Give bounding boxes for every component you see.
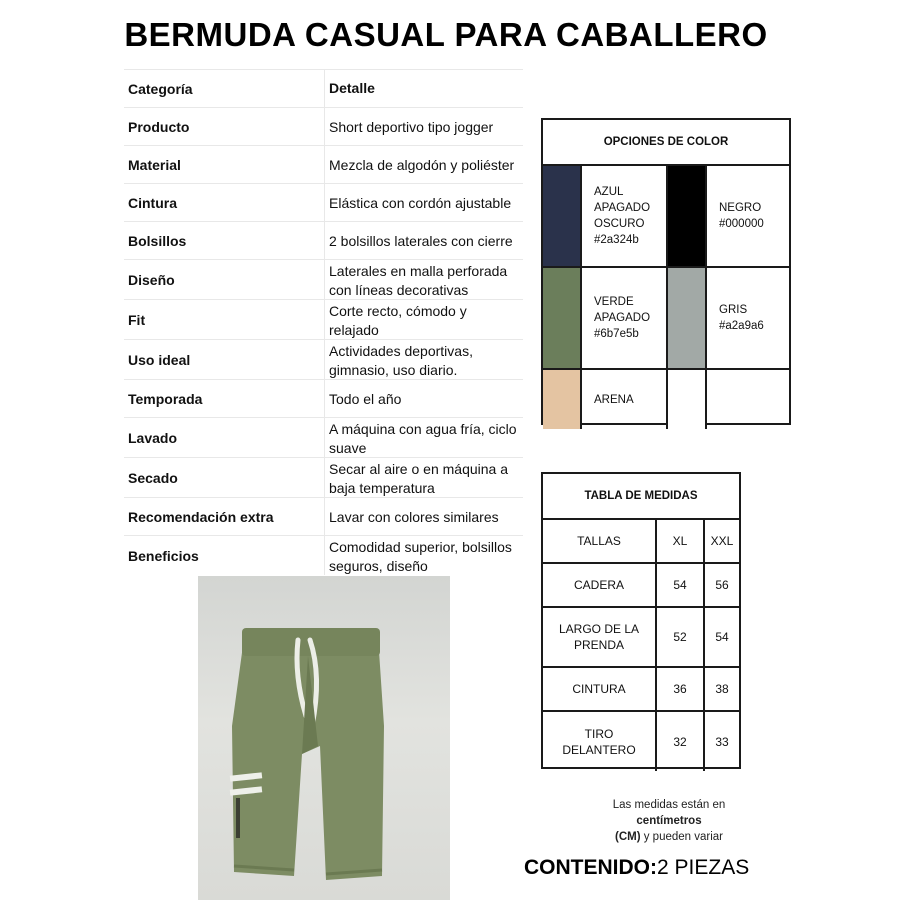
note-bold2: (CM) [614,831,641,843]
size-cell-xl: 36 [657,668,705,710]
details-row [124,418,523,458]
details-value-cell [325,340,524,380]
details-row [124,380,523,418]
package-contents [524,856,749,880]
color-options-header: OPCIONES DE COLOR [543,120,789,166]
color-row [543,268,789,370]
color-label [707,166,789,266]
measurement-note [583,797,755,845]
details-value: Mezcla de algodón y poliéster [329,157,515,173]
details-value: Corte recto, cómodo y relajado [329,303,467,338]
details-value: Todo el año [329,391,402,407]
details-row [124,340,523,380]
size-cell-xl: 52 [657,608,705,666]
size-cell-label: CADERA [543,564,657,606]
color-row [543,166,789,268]
details-value-cell [325,146,524,184]
color-label-line: AZUL [594,186,624,198]
note-part2: y pueden variar [640,831,723,843]
color-label-line: ARENA [594,393,634,406]
color-label-line: VERDE [594,296,634,308]
details-value-cell [325,380,524,418]
details-key: Material [124,146,325,184]
shorts-illustration [198,576,450,900]
details-key: Fit [124,300,325,340]
details-value: Comodidad superior, bolsillos seguros, diseño [329,539,512,574]
product-photo [198,576,450,900]
color-label-line: #2a324b [594,234,639,246]
details-value: Elástica con cordón ajustable [329,195,512,211]
color-label [582,268,668,368]
contents-value: 2 PIEZAS [657,856,750,879]
color-label-line: #6b7e5b [594,328,639,340]
details-value-cell [325,222,524,260]
color-label [582,370,668,429]
details-value-cell [325,184,524,222]
color-swatch [668,166,707,266]
color-swatch [668,370,707,429]
details-row [124,300,523,340]
color-label-line: GRIS [719,304,748,316]
details-key: Beneficios [124,536,325,576]
details-key: Bolsillos [124,222,325,260]
details-value-cell [325,536,524,576]
details-value: A máquina con agua fría, ciclo suave [329,421,517,456]
color-label-line: #a2a9a6 [719,320,764,332]
size-cell-xxl: XXL [710,534,734,548]
details-key: Diseño [124,260,325,300]
details-value: Lavar con colores similares [329,509,499,525]
size-cell-xxl: 33 [715,734,729,749]
color-label-line: OSCURO [594,218,645,230]
page-title: BERMUDA CASUAL PARA CABALLERO [124,16,768,53]
size-cell-xl: XL [657,520,705,562]
color-swatch [543,370,582,429]
details-row [124,222,523,260]
color-label-line: NEGRO [719,202,762,214]
details-value: Short deportivo tipo jogger [329,119,494,135]
details-row [124,260,523,300]
size-row [543,668,739,712]
color-label-line: APAGADO [594,202,651,214]
details-row [124,184,523,222]
size-cell-xxl: 56 [715,578,729,592]
size-row [543,608,739,668]
color-label [582,166,668,266]
size-row [543,564,739,608]
note-bold1: centímetros [636,815,702,827]
size-cell-label: LARGO DE LA PRENDA [543,608,657,666]
size-table-header: TABLA DE MEDIDAS [543,474,739,520]
details-value-cell [325,108,524,146]
details-key: Producto [124,108,325,146]
details-value-cell [325,498,524,536]
details-value-cell [325,418,524,458]
product-details-table [124,69,523,575]
details-key: Recomendación extra [124,498,325,536]
color-label-line: APAGADO [594,312,651,324]
size-cell-label: CINTURA [543,668,657,710]
details-value-cell [325,300,524,340]
color-swatch [668,268,707,368]
details-key: Uso ideal [124,340,325,380]
details-row [124,108,523,146]
details-value: Secar al aire o en máquina a baja temperatura [329,461,508,496]
details-row [124,536,523,576]
size-cell-xxl: 38 [715,682,729,696]
color-swatch [543,268,582,368]
details-row [124,146,523,184]
color-row [543,370,789,429]
details-key: Temporada [124,380,325,418]
details-value-cell [325,458,524,498]
details-key: Secado [124,458,325,498]
details-value: Laterales en malla perforada con líneas decorativas [329,263,508,298]
size-row [543,712,739,771]
size-cell-xxl: 54 [715,630,729,644]
details-row [124,498,523,536]
size-table [541,472,741,769]
color-label [707,268,789,368]
pocket-zipper [236,798,240,838]
details-row [124,458,523,498]
details-key: Cintura [124,184,325,222]
size-cell-label: TALLAS [543,520,657,562]
details-header-value: Detalle [325,70,524,108]
details-value: Actividades deportivas, gimnasio, uso diario. [329,343,473,378]
contents-label: CONTENIDO: [524,856,657,879]
details-header-key: Categoría [124,70,325,108]
note-part1: Las medidas están en [612,799,726,811]
color-label-line: #000000 [719,218,764,230]
details-key: Lavado [124,418,325,458]
color-options-table [541,118,791,425]
details-value: 2 bolsillos laterales con cierre [329,233,513,249]
size-cell-xl: 54 [657,564,705,606]
color-label [707,370,789,429]
details-value-cell [325,260,524,300]
color-swatch [543,166,582,266]
details-header-row [124,70,523,108]
size-cell-label: TIRO DELANTERO [543,712,657,771]
size-row [543,520,739,564]
size-cell-xl: 32 [657,712,705,771]
